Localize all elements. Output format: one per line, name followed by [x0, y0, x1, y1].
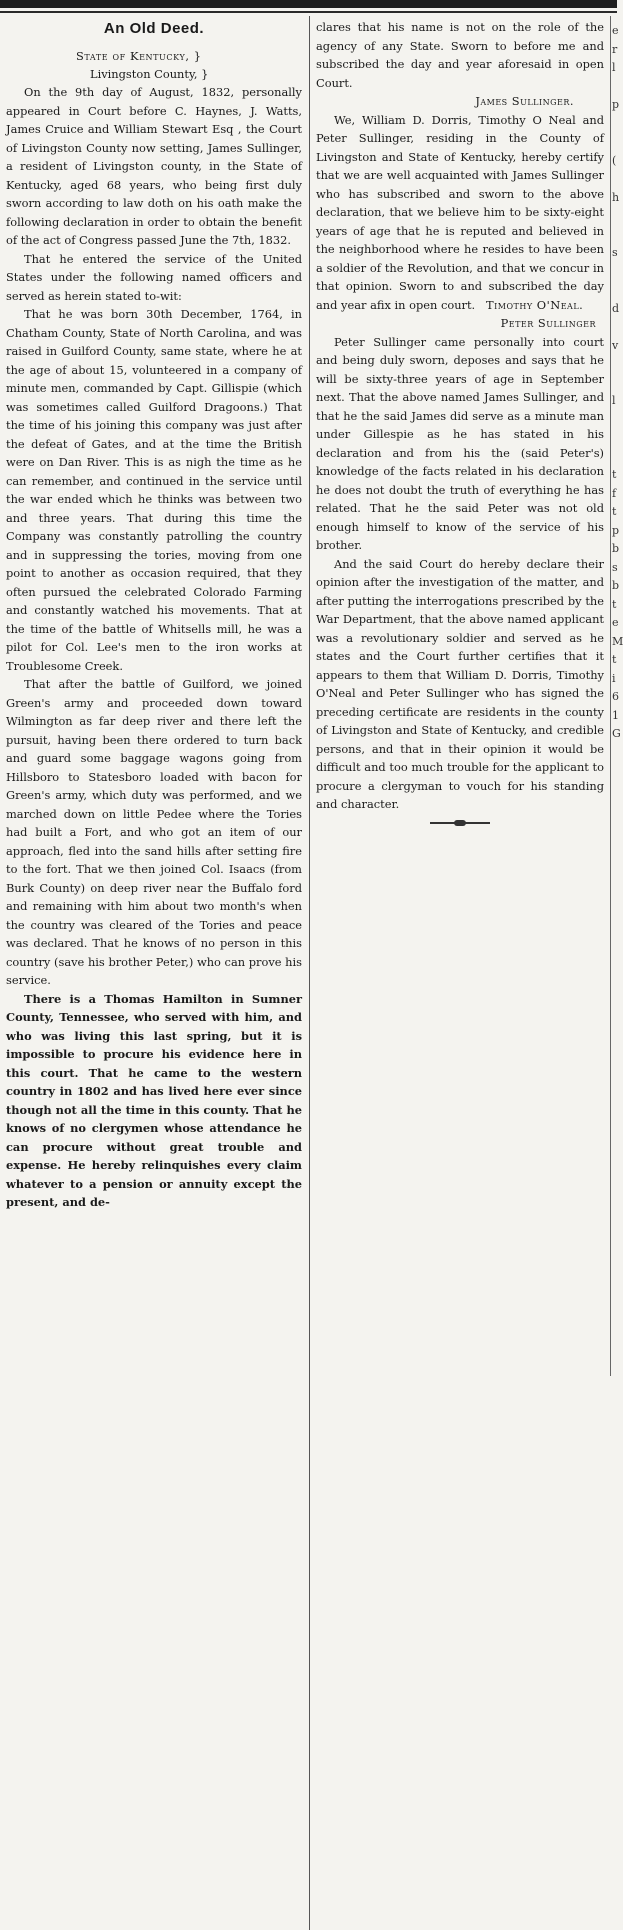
edge-letter: [612, 207, 617, 226]
edge-letter: v: [612, 338, 619, 352]
edge-letter: t: [612, 653, 617, 666]
edge-letter: i: [612, 671, 616, 685]
edge-letter: s: [612, 246, 618, 259]
edge-letter: l: [612, 394, 616, 407]
edge-letter: d: [612, 301, 620, 315]
masthead-rule-thin: [0, 11, 617, 13]
edge-letter: [612, 78, 617, 97]
peter-statement-paragraph: Peter Sullinger came personally into court and being duly sworn, deposes and says that he will be sixty-three years of age in September next. That the above named James Sullinger, and that he the said James did serve as a minute man under Gillespie as he has stated in his declaration and from his the (said Peter's) knowledge of the facts related in his declaration he does not doubt the truth of everything he has related. That he the said Peter was not old enough himself to know of the service of his brother.: [316, 334, 604, 552]
edge-letter: e: [612, 616, 619, 629]
signature-james: James Sullinger.: [475, 94, 574, 108]
edge-letter: [612, 133, 617, 152]
edge-letter: s: [612, 560, 618, 574]
edge-letter: [612, 355, 617, 374]
edge-letter: [612, 374, 617, 393]
certification-paragraph: [316, 111, 604, 315]
edge-letter: [612, 115, 617, 134]
edge-letter: t: [612, 468, 617, 481]
signature-peter: Peter Sullinger: [500, 316, 596, 330]
edge-letter: 1: [612, 708, 619, 722]
edge-letter: b: [612, 542, 620, 555]
adjacent-column-edge: [612, 22, 623, 744]
venue-state: State of Kentucky, }: [76, 49, 202, 63]
left-column: [6, 18, 302, 1212]
edge-letter: [612, 226, 617, 245]
edge-letter: p: [612, 523, 620, 537]
edge-letter: e: [612, 24, 619, 37]
edge-letter: [612, 429, 617, 448]
edge-letter: [612, 263, 617, 282]
birth-service-paragraph: That he was born 30th December, 1764, in Chatham County, State of North Carolina, and was raised in Guilford County, same state, where he at the age of about 15, volunteered in a company of minute men, commanded by Capt. Gillispie (which was sometimes called Guilford Dragoons.) That the time of his joining this company was just after the defeat of Gates, and at the time the British were on Dan River. This is as nigh the time as he can remember, and continued in the service until the war ended which he thinks was between two and three years. That during this time the Company was constantly patrolling the country and in suppressing the tories, moving from one point to another as occasion required, that they often pursued the celebrated Colorado Farming and constantly watched his movements. That at the time of the battle of Whitsells mill, he was a pilot for Col. Lee's men to the iron works at Troublesome Creek.: [6, 307, 302, 673]
guilford-paragraph: That after the battle of Guilford, we joined Green's army and proceeded down toward Wilmington as far deep river and there left the pursuit, having been there ordered to turn back and guard some baggage wagons going from Hillsboro to Statesboro loaded with bacon for Green's army, which duty was performed, and we marched down on little Pedee where the Tories had built a Fort, and who got an item of our approach, fled into the sand hills after setting fire to the fort. That we then joined Col. Isaacs (from Burk County) on deep river near the Buffalo ford and remaining with him about two month's when the country was cleared of the Tories and peace was declared. That he knows of no person in this country (save his brother Peter,) who can prove his service.: [6, 677, 302, 987]
service-intro-paragraph: That he entered the service of the United States under the following named officers and served as herein stated to-wit:: [6, 251, 302, 303]
edge-letter: M: [612, 634, 623, 648]
certification-text: We, William D. Dorris, Timothy O Neal and Peter Sullinger, residing in the County of Livingston and State of Kentucky, hereby certify that we are well acquainted with James Sullinger who has subscribed and sworn to the above declaration, that we believe him to be sixty-eight years of age that he is reputed and believed in the neighborhood where he resides to have been a soldier of the Revolution, and that we concur in that opinion. Sworn to and subscribed the day and year afix in open court.: [316, 112, 604, 312]
edge-letter: t: [612, 597, 617, 611]
edge-letter: (: [612, 153, 617, 167]
right-column: [316, 18, 604, 824]
declaration-continuation: clares that his name is not on the role of the agency of any State. Sworn to before me and subscribed the day and year aforesaid in open Court.: [316, 20, 604, 90]
edge-letter: t: [612, 505, 617, 518]
edge-letter: G: [612, 727, 621, 740]
edge-letter: l: [612, 61, 616, 74]
edge-letter: [612, 448, 617, 467]
court-finding-paragraph: And the said Court do hereby declare their opinion after the investigation of the matter, and after putting the interrogations prescribed by the War Department, that the above named applicant was a revolutionary soldier and served as he states and the Court further certifies that it appears to them that William D. Dorris, Timothy O'Neal and Peter Sullinger who has signed the preceding certificate are residents in the county of Livingston and State of Kentucky, and credible persons, and that in their opinion it would be difficult and too much trouble for the applicant to procure a clergyman to vouch for his standing and character.: [316, 556, 604, 811]
column-divider-right: [610, 16, 611, 1376]
venue-county: Livingston County, }: [90, 67, 209, 81]
edge-letter: [612, 281, 617, 300]
edge-letter: r: [612, 42, 618, 56]
signature-timothy: Timothy O'Neal.: [486, 297, 584, 312]
article-headline: An Old Deed.: [103, 20, 205, 37]
edge-letter: p: [612, 98, 620, 111]
masthead-rule: [0, 0, 617, 8]
edge-letter: b: [612, 579, 620, 592]
end-ornament: [430, 822, 490, 824]
column-divider: [309, 16, 310, 1930]
hamilton-paragraph: There is a Thomas Hamilton in Sumner County, Tennessee, who served with him, and who was living this last spring, but it is impossible to procure his evidence here in this court. That he came to the western country in 1802 and has lived here ever since though not all the time in this county. That he knows of no clergymen whose attendance he can procure without great trouble and expense. He hereby relinquishes every claim whatever to a pension or annuity except the present, and de-: [6, 991, 302, 1209]
edge-letter: 6: [612, 690, 619, 703]
edge-letter: f: [612, 486, 617, 500]
edge-letter: [612, 411, 617, 430]
edge-letter: [612, 318, 617, 337]
edge-letter: h: [612, 190, 620, 204]
venue-block: [6, 47, 302, 83]
edge-letter: [612, 170, 617, 189]
declaration-paragraph: On the 9th day of August, 1832, personally appeared in Court before C. Haynes, J. Watts, James Cruice and William Stewart Esq , the Court of Livingston County now setting, James Sullinger, a resident of Livingston county, in the State of Kentucky, aged 68 years, who being first duly sworn according to law doth on his oath make the following declaration in order to obtain the benefit of the act of Congress passed June the 7th, 1832.: [6, 85, 302, 247]
